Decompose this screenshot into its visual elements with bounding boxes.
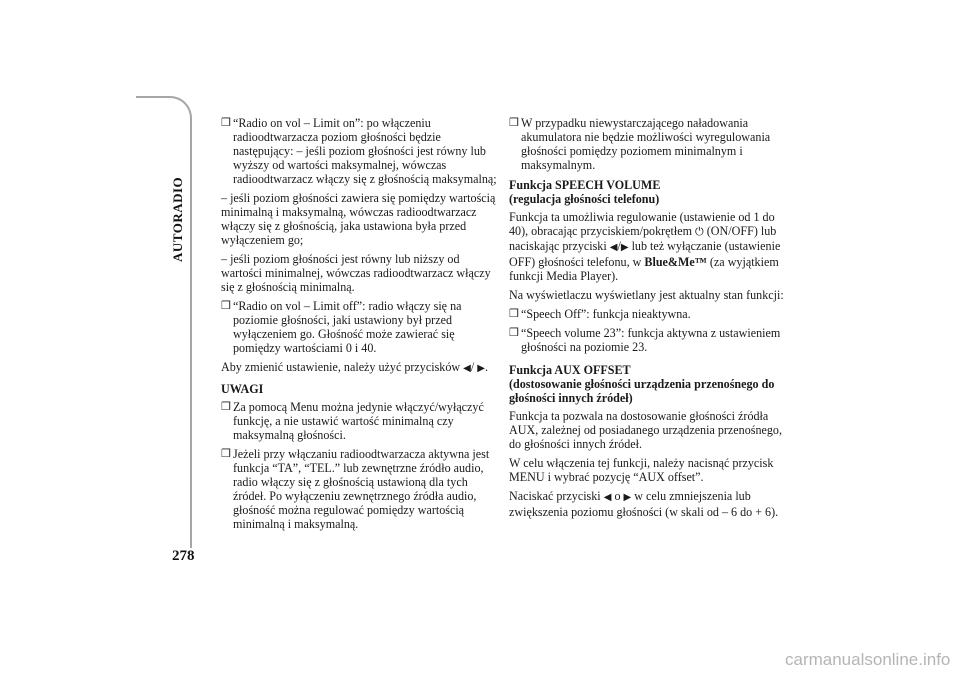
paragraph-text: Naciskać przyciski [509,489,601,503]
right-arrow-icon: ▶ [620,242,629,253]
paragraph [221,360,499,376]
page-number: 278 [172,548,195,564]
paragraph: Funkcja ta pozwala na dostosowanie głośności źródła AUX, zależnej od posiadanego urządzenia przenośnego, do głośności innych źródeł. [509,409,783,451]
watermark: carmanualsonline.info [785,650,951,669]
paragraph-text: Funkcja ta umożliwia regulowanie (ustawienie od 1 do 40), obracając przyciskiem/pokrętłem [509,210,775,238]
paragraph-text: (za wyjątkiem funkcji Media Player). [509,255,779,283]
sidebar-rule [190,118,192,548]
paragraph: – jeśli poziom głośności zawiera się pomiędzy wartością minimalną i maksymalną, wówczas radioodtwarzacz włączy się z głośnością, jaka ustawiona była przed wyłączeniem go; [221,191,496,247]
list-item-text: “Radio on vol – Limit on”: po włączeniu radioodtwarzacza poziom głośności będzie następujący: – jeśli poziom głośności jest równy lub wyższy od wartości maksymalnej, wówczas radioodtwarzacz włączy się z głośnością maksymalną; [233,116,497,186]
paragraph [509,489,791,519]
blue-and-me-brand: Blue&Me™ [644,255,707,269]
left-arrow-icon: ◀ [603,492,612,503]
list-item [509,326,791,354]
list-item-text: “Radio on vol – Limit off”: radio włączy się na poziomie głośności, jaki ustawiony był przed wyłączeniem go. Głośność może zawierać się pomiędzy wartościami 0 i 40. [233,299,462,355]
list-item [221,299,499,355]
list-item [221,116,499,186]
section-tab-label: AUTORADIO [170,176,185,262]
paragraph [509,210,791,283]
paragraph: W celu włączenia tej funkcji, należy nacisnąć przycisk MENU i wybrać pozycję “AUX offset”. [509,456,774,484]
heading-title: Funkcja AUX OFFSET [509,363,631,377]
checkbox-bullet-icon: ❒ [509,308,519,320]
list-item-text: Jeżeli przy włączaniu radioodtwarzacza aktywna jest funkcja “TA”, “TEL.” lub zewnętrzne źródło audio, radio włączy się z głośnością ustawioną dla tych źródeł. Po wyłączeniu zewnętrznego źródła audio, głośność można regulować pomiędzy wartością minimalną i maksymalną. [233,447,490,531]
paragraph-text: lub też wyłączanie (ustawienie OFF) głośności telefonu, w [509,239,781,269]
paragraph-end: . [484,360,488,374]
separator-text: / [470,360,475,374]
list-item-text: W przypadku niewystarczającego naładowania akumulatora nie będzie możliwości wyregulowania głośności pomiędzy poziomem minimalnym i maksymalnym. [521,116,771,172]
heading-subtitle: (regulacja głośności telefonu) [509,192,660,206]
list-item-text: “Speech volume 23”: funkcja aktywna z ustawieniem głośności na poziomie 23. [521,326,781,354]
list-item [221,400,499,442]
checkbox-bullet-icon: ❒ [221,300,231,312]
uwagi-heading: UWAGI [221,382,264,396]
power-knob-icon: ⏻ [695,226,704,238]
left-arrow-icon: ◀ [463,363,471,374]
right-arrow-icon: ▶ [477,363,485,374]
list-item-text: “Speech Off”: funkcja nieaktywna. [521,307,691,321]
paragraph-text: w celu zmniejszenia lub zwiększenia poziomu głośności (w skali od – 6 do + 6). [509,489,779,519]
checkbox-bullet-icon: ❒ [509,117,519,129]
list-item-text: Za pomocą Menu można jedynie włączyć/wyłączyć funkcję, a nie ustawić wartość minimalną czy maksymalną głośności. [233,400,484,442]
list-item [509,307,791,321]
checkbox-bullet-icon: ❒ [221,117,231,129]
aux-offset-heading [509,363,791,405]
paragraph-text: (ON/OFF) lub naciskając przyciski [509,224,777,253]
heading-subtitle: (dostosowanie głośności urządzenia przenośnego do głośności innych źródeł) [509,377,775,405]
list-item [509,116,791,172]
right-column [509,116,791,524]
paragraph-text: o [614,489,621,503]
heading-title: Funkcja SPEECH VOLUME [509,178,661,192]
right-arrow-icon: ▶ [623,492,632,503]
checkbox-bullet-icon: ❒ [221,401,231,413]
checkbox-bullet-icon: ❒ [509,327,519,339]
paragraph: Na wyświetlaczu wyświetlany jest aktualny stan funkcji: [509,288,784,302]
checkbox-bullet-icon: ❒ [221,448,231,460]
paragraph: – jeśli poziom głośności jest równy lub niższy od wartości minimalnej, wówczas radioodtwarzacz włączy się z głośnością minimalną. [221,252,491,294]
speech-volume-heading [509,178,791,206]
sidebar-curve [136,96,192,120]
left-column [221,116,499,536]
left-arrow-icon: ◀ [609,242,618,253]
list-item [221,447,499,531]
separator-text: / [617,239,621,253]
paragraph-text: Aby zmienić ustawienie, należy użyć przycisków [221,360,461,374]
